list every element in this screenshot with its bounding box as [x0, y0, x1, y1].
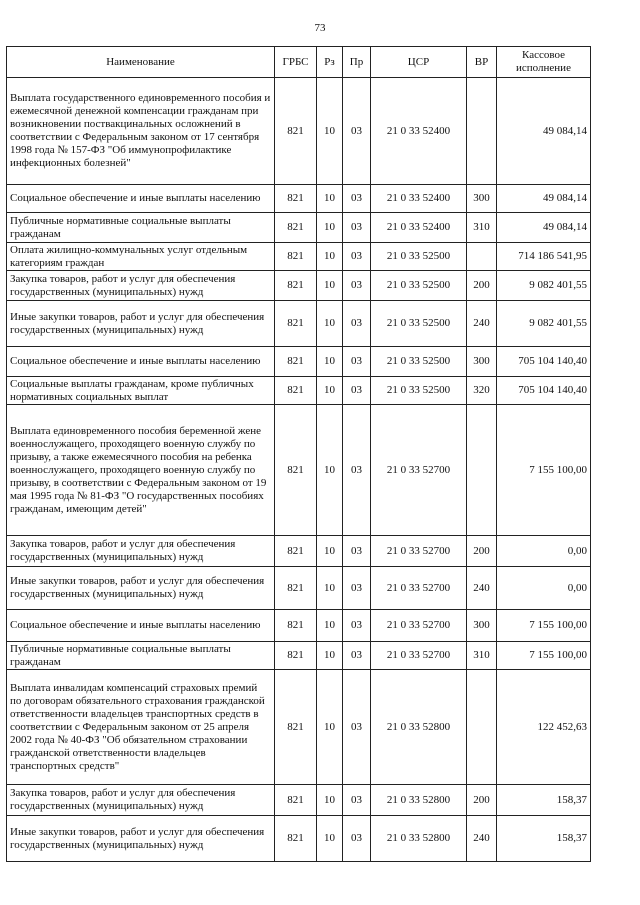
row-name: Публичные нормативные социальные выплаты гражданам	[7, 642, 275, 670]
row-vr	[467, 243, 497, 271]
row-rz: 10	[317, 785, 343, 816]
row-amount: 49 084,14	[497, 185, 591, 213]
table-row	[7, 405, 591, 536]
row-grbs: 821	[275, 213, 317, 243]
table-row	[7, 243, 591, 271]
row-csr: 21 0 33 52800	[371, 670, 467, 785]
row-name: Публичные нормативные социальные выплаты гражданам	[7, 213, 275, 243]
row-amount: 158,37	[497, 816, 591, 862]
table-row	[7, 377, 591, 405]
row-amount: 49 084,14	[497, 213, 591, 243]
row-vr: 240	[467, 567, 497, 610]
row-vr	[467, 405, 497, 536]
row-name: Социальное обеспечение и иные выплаты населению	[7, 185, 275, 213]
row-vr: 300	[467, 185, 497, 213]
row-pr: 03	[343, 610, 371, 642]
table-row	[7, 78, 591, 185]
row-rz: 10	[317, 271, 343, 301]
row-csr: 21 0 33 52400	[371, 185, 467, 213]
row-amount: 7 155 100,00	[497, 642, 591, 670]
row-csr: 21 0 33 52800	[371, 816, 467, 862]
table-row	[7, 185, 591, 213]
row-grbs: 821	[275, 816, 317, 862]
table-row	[7, 213, 591, 243]
row-name: Социальные выплаты гражданам, кроме публичных нормативных социальных выплат	[7, 377, 275, 405]
header-vr: ВР	[467, 47, 497, 78]
row-csr: 21 0 33 52500	[371, 243, 467, 271]
row-pr: 03	[343, 405, 371, 536]
row-name: Иные закупки товаров, работ и услуг для обеспечения государственных (муниципальных) нужд	[7, 567, 275, 610]
header-rz: Рз	[317, 47, 343, 78]
header-row	[7, 47, 591, 78]
row-csr: 21 0 33 52700	[371, 536, 467, 567]
page-number: 73	[314, 22, 326, 34]
row-amount: 9 082 401,55	[497, 301, 591, 347]
header-name: Наименование	[7, 47, 275, 78]
row-name: Закупка товаров, работ и услуг для обеспечения государственных (муниципальных) нужд	[7, 271, 275, 301]
row-csr: 21 0 33 52700	[371, 642, 467, 670]
row-csr: 21 0 33 52500	[371, 347, 467, 377]
row-rz: 10	[317, 78, 343, 185]
row-rz: 10	[317, 670, 343, 785]
table-row	[7, 610, 591, 642]
row-rz: 10	[317, 213, 343, 243]
row-vr: 200	[467, 536, 497, 567]
row-grbs: 821	[275, 185, 317, 213]
row-amount: 705 104 140,40	[497, 347, 591, 377]
row-pr: 03	[343, 816, 371, 862]
row-grbs: 821	[275, 785, 317, 816]
row-amount: 7 155 100,00	[497, 405, 591, 536]
row-pr: 03	[343, 271, 371, 301]
row-rz: 10	[317, 536, 343, 567]
row-name: Оплата жилищно-коммунальных услуг отдельным категориям граждан	[7, 243, 275, 271]
row-csr: 21 0 33 52700	[371, 610, 467, 642]
row-name: Социальное обеспечение и иные выплаты населению	[7, 610, 275, 642]
row-csr: 21 0 33 52700	[371, 567, 467, 610]
row-amount: 122 452,63	[497, 670, 591, 785]
row-vr: 320	[467, 377, 497, 405]
row-csr: 21 0 33 52500	[371, 271, 467, 301]
table-row	[7, 536, 591, 567]
row-name: Иные закупки товаров, работ и услуг для обеспечения государственных (муниципальных) нужд	[7, 816, 275, 862]
row-vr: 240	[467, 301, 497, 347]
row-pr: 03	[343, 785, 371, 816]
row-vr: 310	[467, 213, 497, 243]
row-vr	[467, 670, 497, 785]
row-rz: 10	[317, 567, 343, 610]
row-csr: 21 0 33 52700	[371, 405, 467, 536]
row-csr: 21 0 33 52400	[371, 213, 467, 243]
row-pr: 03	[343, 670, 371, 785]
row-rz: 10	[317, 301, 343, 347]
table-row	[7, 301, 591, 347]
table-row	[7, 670, 591, 785]
row-rz: 10	[317, 816, 343, 862]
row-pr: 03	[343, 347, 371, 377]
row-grbs: 821	[275, 610, 317, 642]
row-rz: 10	[317, 642, 343, 670]
budget-table	[6, 46, 591, 862]
row-name: Выплата государственного единовременного пособия и ежемесячной денежной компенсации гражданам при возникновении поствакцинальных осложнений в соответствии с Федеральным законом от 17 сентября 1998 года № 157-ФЗ "Об иммунопрофилактике инфекционных болезней"	[7, 78, 275, 185]
row-pr: 03	[343, 377, 371, 405]
row-rz: 10	[317, 347, 343, 377]
table-row	[7, 271, 591, 301]
row-name: Выплата единовременного пособия беременной жене военнослужащего, проходящего военную службу по призыву, а также ежемесячного пособия на ребенка военнослужащего, проходящего военную службу по призыву, в соответствии с Федеральным законом от 19 мая 1995 года № 81-ФЗ "О государственных пособиях гражданам, имеющим детей"	[7, 405, 275, 536]
row-vr: 200	[467, 271, 497, 301]
row-rz: 10	[317, 610, 343, 642]
row-name: Закупка товаров, работ и услуг для обеспечения государственных (муниципальных) нужд	[7, 536, 275, 567]
row-vr: 310	[467, 642, 497, 670]
row-vr: 200	[467, 785, 497, 816]
row-amount: 158,37	[497, 785, 591, 816]
row-vr	[467, 78, 497, 185]
row-csr: 21 0 33 52500	[371, 301, 467, 347]
table-row	[7, 642, 591, 670]
row-vr: 300	[467, 347, 497, 377]
header-csr: ЦСР	[371, 47, 467, 78]
row-pr: 03	[343, 642, 371, 670]
row-pr: 03	[343, 536, 371, 567]
row-grbs: 821	[275, 347, 317, 377]
row-grbs: 821	[275, 301, 317, 347]
row-grbs: 821	[275, 405, 317, 536]
row-csr: 21 0 33 52500	[371, 377, 467, 405]
row-vr: 240	[467, 816, 497, 862]
row-amount: 7 155 100,00	[497, 610, 591, 642]
row-rz: 10	[317, 243, 343, 271]
row-grbs: 821	[275, 78, 317, 185]
row-grbs: 821	[275, 243, 317, 271]
row-amount: 705 104 140,40	[497, 377, 591, 405]
row-name: Закупка товаров, работ и услуг для обеспечения государственных (муниципальных) нужд	[7, 785, 275, 816]
row-amount: 714 186 541,95	[497, 243, 591, 271]
row-rz: 10	[317, 185, 343, 213]
row-name: Иные закупки товаров, работ и услуг для обеспечения государственных (муниципальных) нужд	[7, 301, 275, 347]
row-rz: 10	[317, 377, 343, 405]
row-pr: 03	[343, 213, 371, 243]
row-pr: 03	[343, 185, 371, 213]
table-row	[7, 785, 591, 816]
header-amount: Кассовое исполнение	[497, 47, 591, 78]
row-vr: 300	[467, 610, 497, 642]
table-row	[7, 816, 591, 862]
row-pr: 03	[343, 567, 371, 610]
row-grbs: 821	[275, 670, 317, 785]
header-pr: Пр	[343, 47, 371, 78]
row-name: Социальное обеспечение и иные выплаты населению	[7, 347, 275, 377]
row-grbs: 821	[275, 642, 317, 670]
table-row	[7, 347, 591, 377]
row-pr: 03	[343, 301, 371, 347]
row-amount: 9 082 401,55	[497, 271, 591, 301]
row-rz: 10	[317, 405, 343, 536]
row-csr: 21 0 33 52400	[371, 78, 467, 185]
row-grbs: 821	[275, 567, 317, 610]
row-csr: 21 0 33 52800	[371, 785, 467, 816]
header-grbs: ГРБС	[275, 47, 317, 78]
row-amount: 0,00	[497, 567, 591, 610]
row-amount: 49 084,14	[497, 78, 591, 185]
row-grbs: 821	[275, 536, 317, 567]
table-row	[7, 567, 591, 610]
row-name: Выплата инвалидам компенсаций страховых премий по договорам обязательного страхования гражданской ответственности владельцев транспортных средств в соответствии с Федеральным законом от 25 апреля 2002 года № 40-ФЗ "Об обязательном страховании гражданской ответственности владельцев транспортных средств"	[7, 670, 275, 785]
row-grbs: 821	[275, 377, 317, 405]
row-amount: 0,00	[497, 536, 591, 567]
row-pr: 03	[343, 243, 371, 271]
row-pr: 03	[343, 78, 371, 185]
row-grbs: 821	[275, 271, 317, 301]
